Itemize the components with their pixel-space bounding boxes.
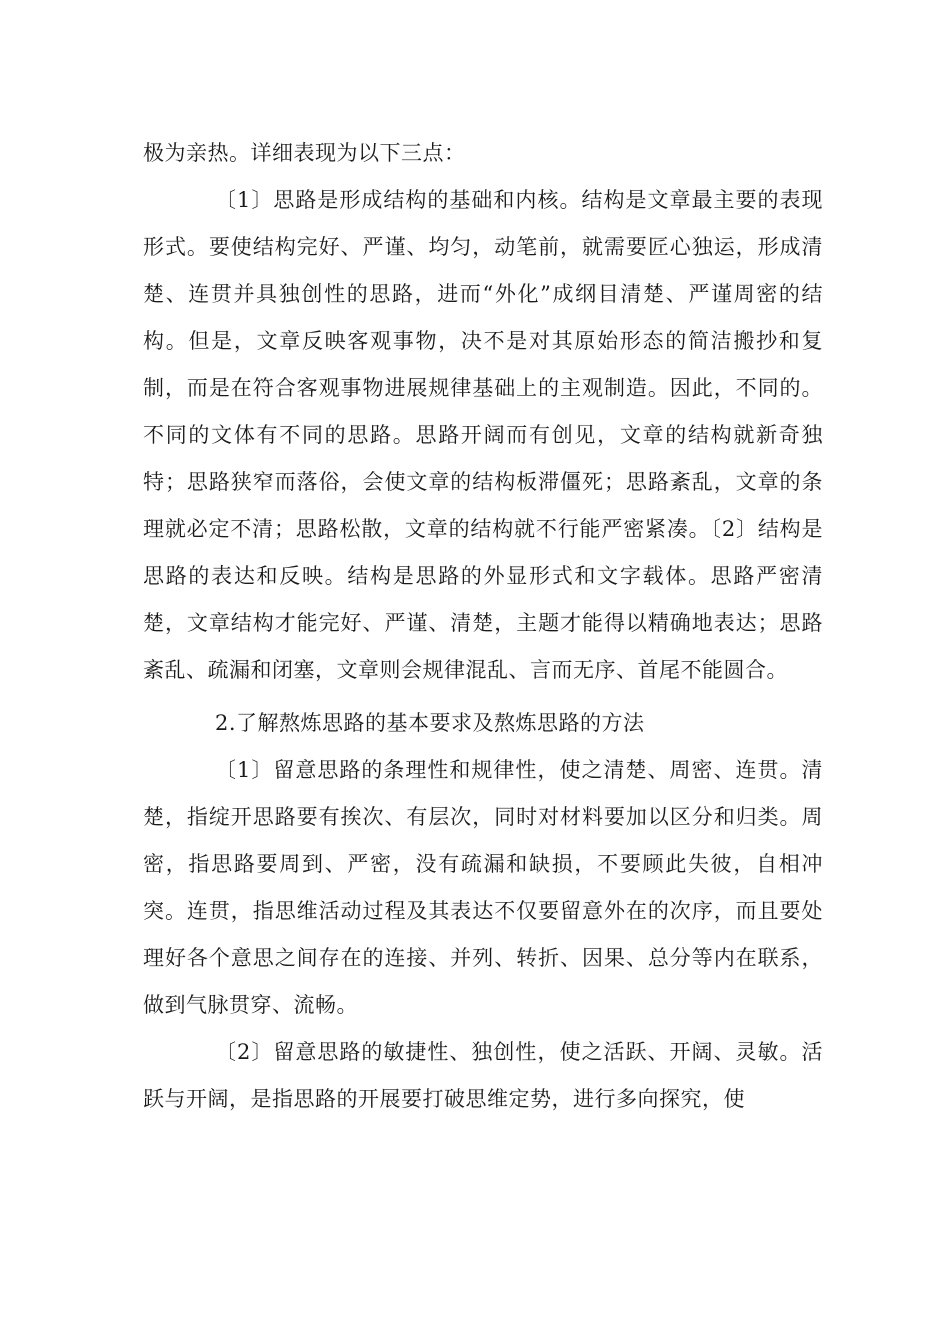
paragraph-structure-and-thinking: 〔1〕思路是形成结构的基础和内核。结构是文章最主要的表现形式。要使结构完好、严谨、均匀，动笔前，就需要匠心独运，形成清楚、连贯并具独创性的思路，进而“外化”成纲目清楚、严谨周密的结构。但是，文章反映客观事物，决不是对其原始形态的简洁搬抄和复制，而是在符合客观事物进展规律基础上的主观制造。因此，不同的。不同的文体有不同的思路。思路开阔而有创见，文章的结构就新奇独特；思路狭窄而落俗，会使文章的结构板滞僵死；思路紊乱，文章的条理就必定不清；思路松散，文章的结构就不行能严密紧凑。〔2〕结构是思路的表达和反映。结构是思路的外显形式和文字载体。思路严密清楚，文章结构才能完好、严谨、清楚，主题才能得以精确地表达；思路紊乱、疏漏和闭塞，文章则会规律混乱、言而无序、首尾不能圆合。: [143, 188, 823, 682]
paragraph-intro-continuation: 极为亲热。详细表现为以下三点：: [143, 141, 466, 165]
body-text: [143, 130, 823, 1123]
paragraph-point-2-creativity: 〔2〕留意思路的敏捷性、独创性，使之活跃、开阔、灵敏。活跃与开阔，是指思路的开展要打破思维定势，进行多向探究，使: [143, 1040, 823, 1111]
section-heading-2: 2.了解熬炼思路的基本要求及熬炼思路的方法: [215, 711, 645, 735]
paragraph-point-1-logic: 〔1〕留意思路的条理性和规律性，使之清楚、周密、连贯。清楚，指绽开思路要有挨次、有层次，同时对材料要加以区分和归类。周密，指思路要周到、严密，没有疏漏和缺损，不要顾此失彼，自相冲突。连贯，指思维活动过程及其表达不仅要留意外在的次序，而且要处理好各个意思之间存在的连接、并列、转折、因果、总分等内在联系，做到气脉贯穿、流畅。: [143, 758, 823, 1017]
